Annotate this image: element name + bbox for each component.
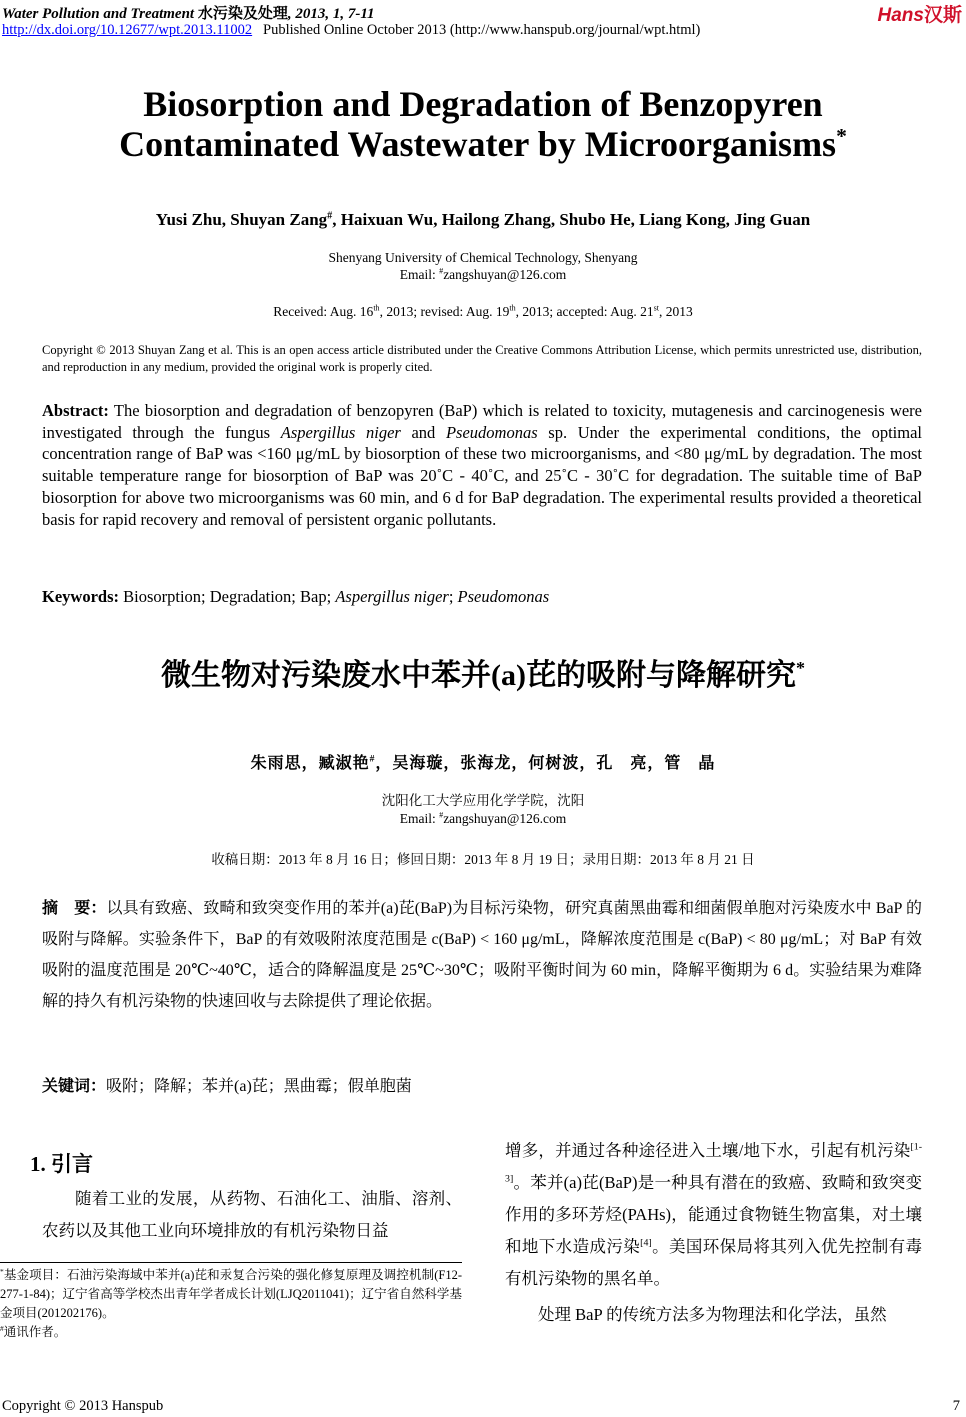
page-number: 7 bbox=[952, 1398, 960, 1414]
journal-header: Water Pollution and Treatment 水污染及处理, 2013, 1, 7-11 bbox=[2, 6, 375, 22]
copyright-notice: Copyright © 2013 Shuyan Zang et al. This is an open access article distributed under the Creative Commons Attribution License, which permits unrestricted use, distribution, and reproduction in any medium, provided the original work is properly cited. bbox=[42, 343, 922, 374]
affiliation: Shenyang University of Chemical Technology, Shenyang Email: #zangshuyan@126.com bbox=[328, 250, 638, 282]
dates: Received: Aug. 16th, 2013; revised: Aug. 19th, 2013; accepted: Aug. 21st, 2013 bbox=[273, 303, 693, 319]
footnote-divider bbox=[0, 1262, 462, 1263]
publisher-logo: Hans汉斯 bbox=[877, 5, 962, 26]
keywords: Keywords: Biosorption; Degradation; Bap; Aspergillus niger; Pseudomonas bbox=[42, 587, 550, 606]
paper-title: Biosorption and Degradation of Benzopyren Contaminated Wastewater by Microorganisms* bbox=[119, 84, 847, 164]
doi-link[interactable]: http://dx.doi.org/10.12677/wpt.2013.11002 bbox=[2, 22, 253, 38]
abstract: Abstract: The biosorption and degradation of benzopyren (BaP) which is related to toxicity, mutagenesis and carcinogenesis were investigated through the fungus Aspergillus niger and Pseudomonas sp. Under the experimental conditions, the optimal concentration range of BaP was <160 μg/mL by biosorption of these two microorganisms, and <80 μg/mL by degradation. The most suitable temperature range for biosorption of BaP was 20˚C - 40˚C, and 25˚C - 30˚C for degradation. The suitable time of BaP biosorption for above two microorganisms was 60 min, and 6 d for BaP degradation. The experimental results provided a theoretical basis for rapid recovery and removal of persistent organic pollutants. bbox=[42, 401, 922, 529]
footer-copyright: Copyright © 2013 Hanspub bbox=[2, 1398, 164, 1414]
chinese-affiliation: 沈阳化工大学应用化学学院，沈阳 Email: #zangshuyan@126.com bbox=[381, 793, 585, 826]
chinese-abstract: 摘 要：以具有致癌、致畸和致突变作用的苯并(a)芘(BaP)为目标污染物，研究真菌黑曲霉和细菌假单胞对污染废水中 BaP 的吸附与降解。实验条件下，BaP 的有效吸附浓度范围是 c(BaP) < 160 μg/mL，降解浓度范围是 c(BaP) < 80 μg/mL；对 BaP 有效吸附的温度范围是 20℃~40℃，适合的降解温度是 25℃~30℃；吸附平衡时间为 60 min，降解平衡期为 6 d。实验结果为难降解的持久有机污染物的快速回收与去除提供了理论依据。 bbox=[42, 900, 922, 1010]
chinese-keywords: 关键词：吸附；降解；苯并(a)芘；黑曲霉；假单胞菌 bbox=[42, 1078, 412, 1095]
chinese-dates: 收稿日期：2013 年 8 月 16 日；修回日期：2013 年 8 月 19 日；录用日期：2013 年 8 月 21 日 bbox=[211, 852, 755, 867]
body-left-column: 随着工业的发展，从药物、石油化工、油脂、溶剂、农药以及其他工业向环境排放的有机污染物日益 bbox=[42, 1189, 462, 1240]
body-right-column: 增多，并通过各种途径进入土壤/地下水，引起有机污染[1-3]。苯并(a)芘(BaP)是一种具有潜在的致癌、致畸和致突变作用的多环芳烃(PAHs)，能通过食物链生物富集，对土壤和地下水造成污染[4]。美国环保局将其列入优先控制有毒有机污染物的黑名单。 处理 BaP 的传统方法多为物理法和化学法，虽然 bbox=[505, 1141, 923, 1324]
section-heading: 1. 引言 bbox=[30, 1152, 93, 1176]
email: zangshuyan@126.com bbox=[443, 267, 567, 282]
footnotes: *基金项目：石油污染海域中苯并(a)芘和汞复合污染的强化修复原理及调控机制(F12-277-1-84)；辽宁省高等学校杰出青年学者成长计划(LJQ2011041)；辽宁省自然科学基金项目(201202176)。 #通讯作者。 bbox=[0, 1266, 462, 1339]
chinese-authors: 朱雨思，臧淑艳#，吴海璇，张海龙，何树波，孔 亮，管 晶 bbox=[250, 753, 716, 772]
chinese-title: 微生物对污染废水中苯并(a)芘的吸附与降解研究* bbox=[161, 658, 805, 692]
authors: Yusi Zhu, Shuyan Zang#, Haixuan Wu, Hailong Zhang, Shubo He, Liang Kong, Jing Guan bbox=[155, 210, 811, 229]
doi-line: http://dx.doi.org/10.12677/wpt.2013.11002 Published Online October 2013 (http://www.hanspub.org/journal/wpt.html) bbox=[2, 22, 701, 38]
